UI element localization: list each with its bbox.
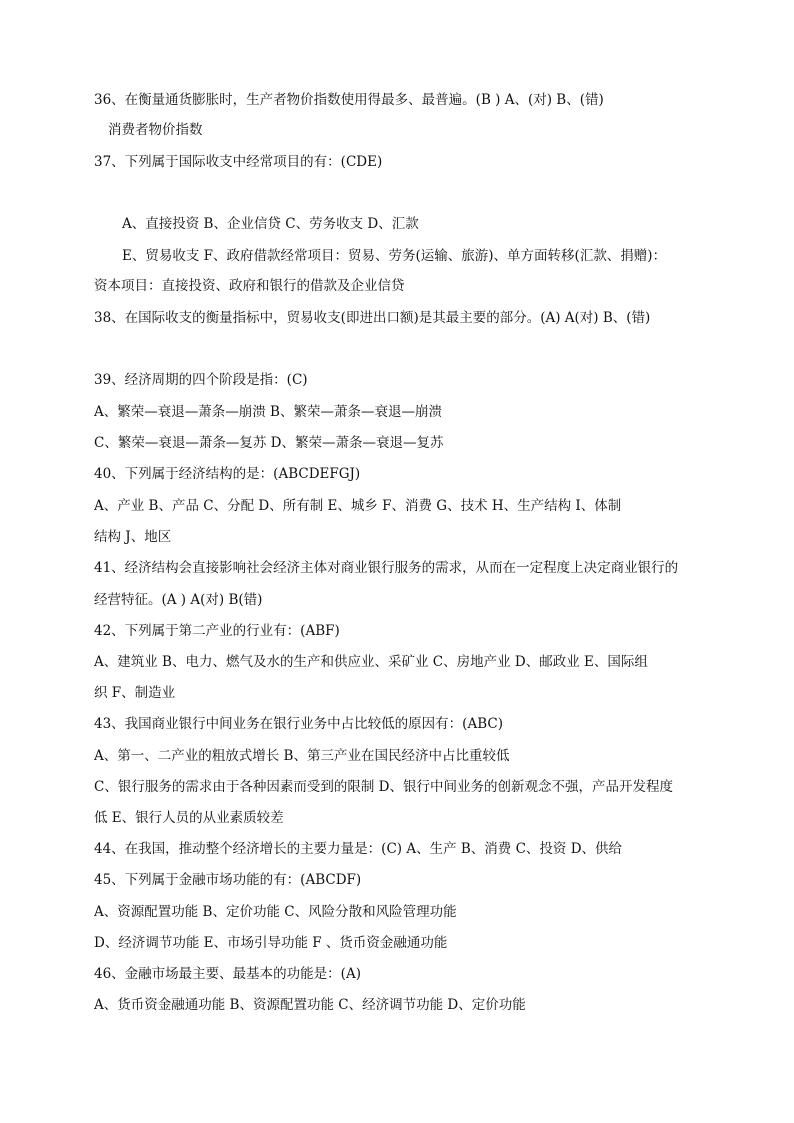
q42-options-line1: A、建筑业 B、电力、燃气及水的生产和供应业、采矿业 C、房地产业 D、邮政业 E、国际组 [94, 654, 648, 670]
q37-options-line2: E、贸易收支 F、政府借款经常项目：贸易、劳务(运输、旅游)、单方面转移(汇款、捐赠)： [122, 248, 667, 264]
q42-text: 42、下列属于第二产业的行业有：(ABF) [94, 623, 340, 639]
q41-text-line1: 41、经济结构会直接影响社会经济主体对商业银行服务的需求，从而在一定程度上决定商业银行的 [94, 560, 679, 576]
q43-options-line1: A、第一、二产业的粗放式增长 B、第三产业在国民经济中占比重较低 [94, 748, 510, 764]
q39-options-line1: A、繁荣—衰退—萧条—崩溃 B、繁荣—萧条—衰退—崩溃 [94, 404, 442, 420]
q43-text: 43、我国商业银行中间业务在银行业务中占比较低的原因有：(ABC) [94, 716, 503, 732]
q45-text: 45、下列属于金融市场功能的有：(ABCDF) [94, 872, 362, 888]
q45-options-line2: D、经济调节功能 E、市场引导功能 F 、货币资金融通功能 [94, 935, 448, 951]
q42-options-line2: 织 F、制造业 [94, 685, 176, 701]
q38-text: 38、在国际收支的衡量指标中，贸易收支(即进出口额)是其最主要的部分。(A) A(对) B、(错) [94, 310, 651, 326]
q36-note: 消费者物价指数 [108, 122, 203, 138]
q39-options-line2: C、繁荣—衰退—萧条—复苏 D、繁荣—萧条—衰退—复苏 [94, 435, 444, 451]
q45-options-line1: A、资源配置功能 B、定价功能 C、风险分散和风险管理功能 [94, 904, 457, 920]
q37-options-line1: A、直接投资 B、企业信贷 C、劳务收支 D、汇款 [122, 216, 419, 232]
q44-text: 44、在我国，推动整个经济增长的主要力量是：(C) A、生产 B、消费 C、投资 D、供给 [94, 841, 623, 857]
q46-options: A、货币资金融通功能 B、资源配置功能 C、经济调节功能 D、定价功能 [94, 997, 526, 1013]
q40-text: 40、下列属于经济结构的是：(ABCDEFGJ) [94, 466, 361, 482]
q43-options-line2: C、银行服务的需求由于各种因素而受到的限制 D、银行中间业务的创新观念不强，产品开发程度 [94, 779, 673, 795]
q40-options-line2: 结构 J、地区 [94, 529, 172, 545]
q37-text: 37、下列属于国际收支中经常项目的有：(CDE) [94, 154, 383, 170]
q36-text: 36、在衡量通货膨胀时，生产者物价指数使用得最多、最普遍。(B ) A、(对) B、(错) [94, 92, 604, 108]
q37-note: 资本项目：直接投资、政府和银行的借款及企业信贷 [94, 278, 405, 294]
q40-options-line1: A、产业 B、产品 C、分配 D、所有制 E、城乡 F、消费 G、技术 H、生产结构 I、体制 [94, 498, 622, 514]
q43-options-line3: 低 E、银行人员的从业素质较差 [94, 810, 284, 826]
q41-text-line2: 经营特征。(A ) A(对) B(错) [94, 592, 263, 608]
q46-text: 46、金融市场最主要、最基本的功能是：(A) [94, 966, 361, 982]
q39-text: 39、经济周期的四个阶段是指：(C) [94, 372, 308, 388]
